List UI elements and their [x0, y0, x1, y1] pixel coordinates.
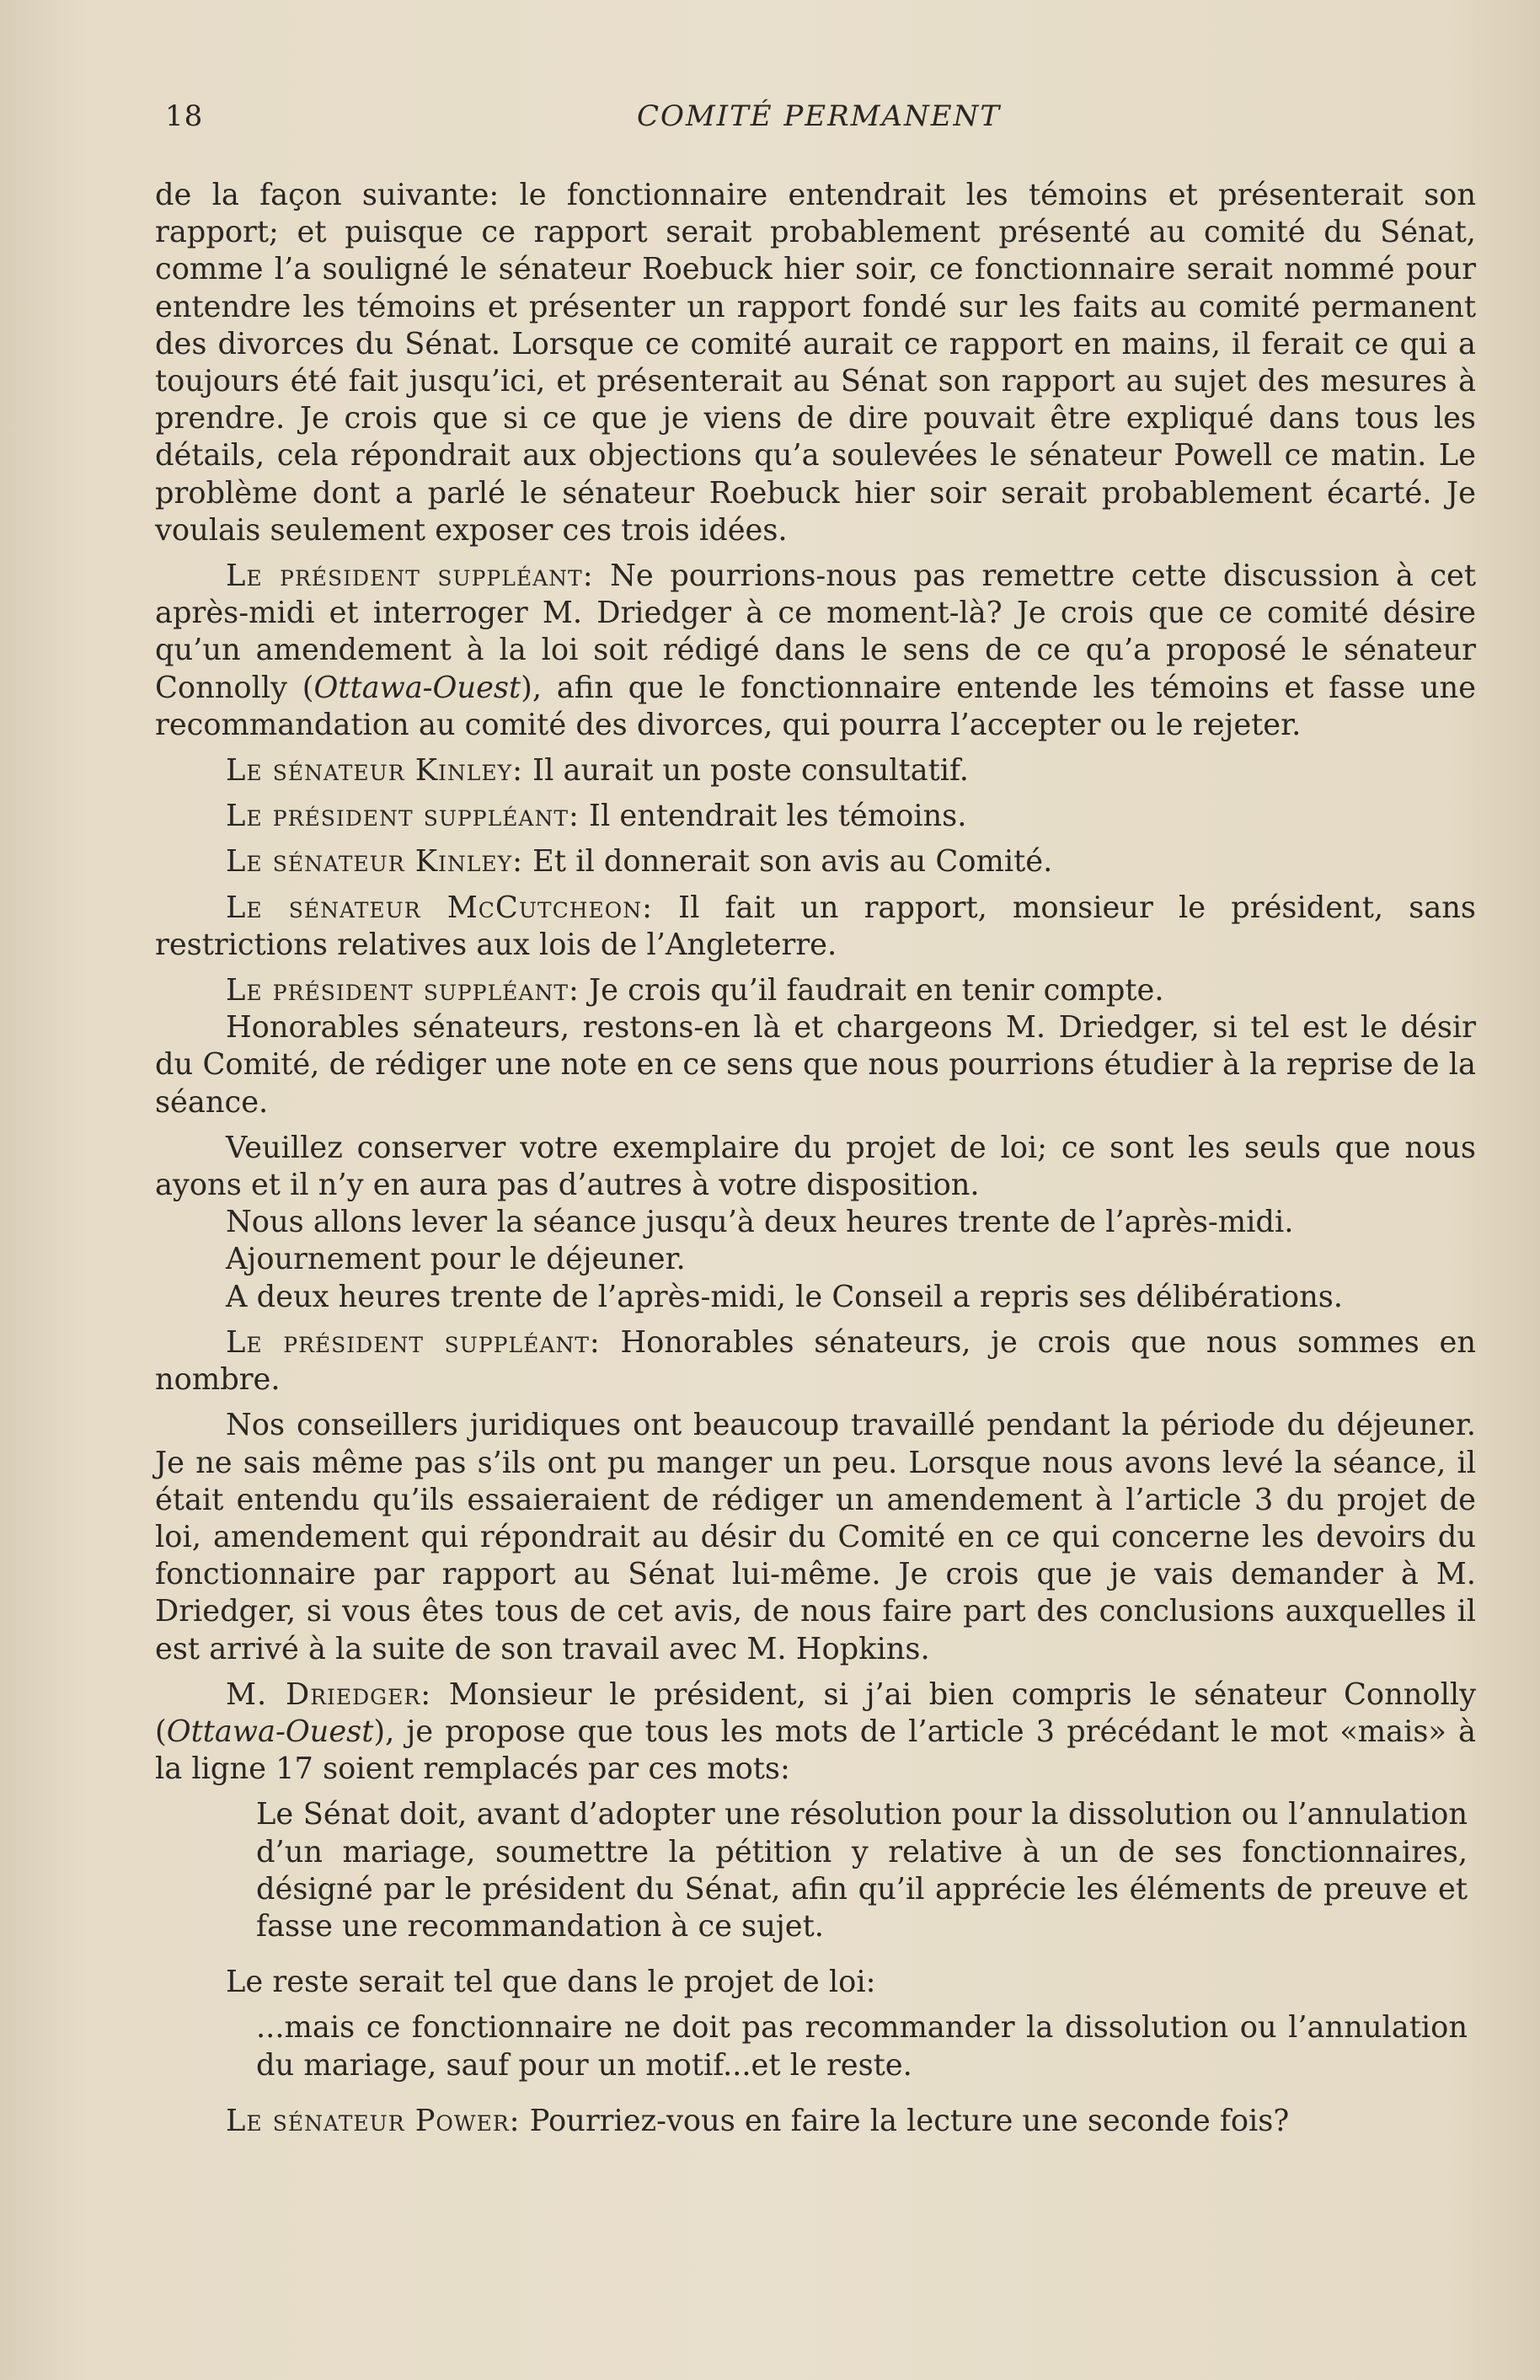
quoted-bill-text: ...mais ce fonctionnaire ne doit pas recommander la dissolution ou l’annulation du mariage, sauf pour un motif...et le reste. [256, 2010, 1468, 2083]
body-text [155, 177, 1476, 2140]
paragraph: Nous allons lever la séance jusqu’à deux heures trente de l’après-midi. [226, 1205, 1294, 1240]
paragraph: Ajournement pour le déjeuner. [226, 1242, 686, 1277]
paragraph [155, 890, 1476, 964]
paragraph: Nos conseillers juridiques ont beaucoup travaillé pendant la période du déjeuner. Je ne sais même pas s’ils ont pu manger un peu. Lorsque nous avons levé la séance, il était entendu qu’ils essaieraient de rédiger un amendement à l’article 3 du projet de loi, amendement qui répondrait au désir du Comité en ce qui concerne les devoirs du fonctionnaire par rapport au Sénat lui-même. Je crois que je vais demander à M. Driedger, si vous êtes tous de cet avis, de nous faire part des conclusions auxquelles il est arrivé à la suite de son travail avec M. Hopkins. [155, 1408, 1476, 1666]
paragraph [155, 1324, 1476, 1399]
page-number: 18 [165, 99, 204, 133]
speech-text: Il entendrait les témoins. [579, 799, 967, 834]
speech-text: Il aurait un poste consultatif. [523, 753, 969, 789]
speech-text: Il fait un rapport, monsieur le président, sans restrictions relatives aux lois de l’Angleterre. [155, 890, 1476, 962]
speech-text: Pourriez-vous en faire la lecture une seconde fois? [520, 2103, 1290, 2138]
speaker-name: M. Driedger: [226, 1677, 432, 1712]
speech-text: Je crois qu’il faudrait en tenir compte. [579, 973, 1164, 1008]
running-head: COMITÉ PERMANENT [636, 99, 1002, 133]
speech-text: ), je propose que tous les mots de l’article 3 précédant le mot «mais» à la ligne 17 soient remplacés par ces mots: [155, 1714, 1476, 1787]
paragraph [155, 798, 1476, 835]
speaker-name: Le sénateur Power: [226, 2103, 521, 2138]
paragraph [155, 843, 1476, 880]
paragraph: Le reste serait tel que dans le projet de loi: [226, 1965, 876, 2000]
paragraph [155, 2103, 1476, 2140]
paragraph [155, 558, 1476, 744]
speaker-name: Le président suppléant: [226, 973, 580, 1008]
speaker-name: Le président suppléant: [226, 559, 594, 594]
paragraph [155, 972, 1476, 1009]
paragraph: de la façon suivante: le fonctionnaire entendrait les témoins et présenterait son rapport; et puisque ce rapport serait probablement présenté au comité du Sénat, comme l’a souligné le sénateur Roebuck hier soir, ce fonctionnaire serait nommé pour entendre les témoins et présenter un rapport fondé sur les faits au comité permanent des divorces du Sénat. Lorsque ce comité aurait ce rapport en mains, il ferait ce qui a toujours été fait jusqu’ici, et présenterait au Sénat son rapport au sujet des mesures à prendre. Je crois que si ce que je viens de dire pouvait être expliqué dans tous les détails, cela répondrait aux objections qu’a soulevées le sénateur Powell ce matin. Le problème dont a parlé le sénateur Roebuck hier soir serait probablement écarté. Je voulais seulement exposer ces trois idées. [155, 178, 1476, 548]
paragraph: Honorables sénateurs, restons-en là et chargeons M. Driedger, si tel est le désir du Comité, de rédiger une note en ce sens que nous pourrions étudier à la reprise de la séance. [155, 1010, 1476, 1120]
speaker-name: Le sénateur Kinley: [226, 844, 523, 880]
riding-name: Ottawa-Ouest [313, 670, 521, 705]
speaker-name: Le sénateur McCutcheon: [226, 890, 653, 925]
speech-text: Monsieur le président, si j’ai bien compris le sénateur Connolly ( [155, 1677, 1476, 1749]
speech-text: ), afin que le fonctionnaire entende les témoins et fasse une recommandation au comité des divorces, qui pourra l’accepter ou le rejeter. [155, 670, 1476, 742]
paragraph [155, 1677, 1476, 1789]
speaker-name: Le président suppléant: [226, 1324, 601, 1360]
quoted-amendment: Le Sénat doit, avant d’adopter une résolution pour la dissolution ou l’annulation d’un mariage, soumettre la pétition y relative à un de ses fonctionnaires, désigné par le président du Sénat, afin qu’il apprécie les éléments de preuve et fasse une recommandation à ce sujet. [256, 1797, 1468, 1944]
speaker-name: Le président suppléant: [226, 799, 580, 834]
speech-text: Et il donnerait son avis au Comité. [523, 844, 1053, 880]
speech-text: Honorables sénateurs, je crois que nous sommes en nombre. [155, 1324, 1476, 1398]
paragraph: Veuillez conserver votre exemplaire du projet de loi; ce sont les seuls que nous ayons et il n’y en aura pas d’autres à votre disposition. [155, 1130, 1476, 1203]
riding-name: Ottawa-Ouest [166, 1714, 374, 1749]
page-header [165, 99, 1405, 142]
paragraph [155, 752, 1476, 789]
speech-text: Ne pourrions-nous pas remettre cette discussion à cet après-midi et interroger M. Driedger à ce moment-là? Je crois que ce comité désire qu’un amendement à la loi soit rédigé dans le sens de ce qu’a proposé le sénateur Connolly ( [155, 559, 1477, 705]
speaker-name: Le sénateur Kinley: [226, 753, 523, 789]
paragraph: A deux heures trente de l’après-midi, le Conseil a repris ses délibérations. [226, 1279, 1343, 1314]
